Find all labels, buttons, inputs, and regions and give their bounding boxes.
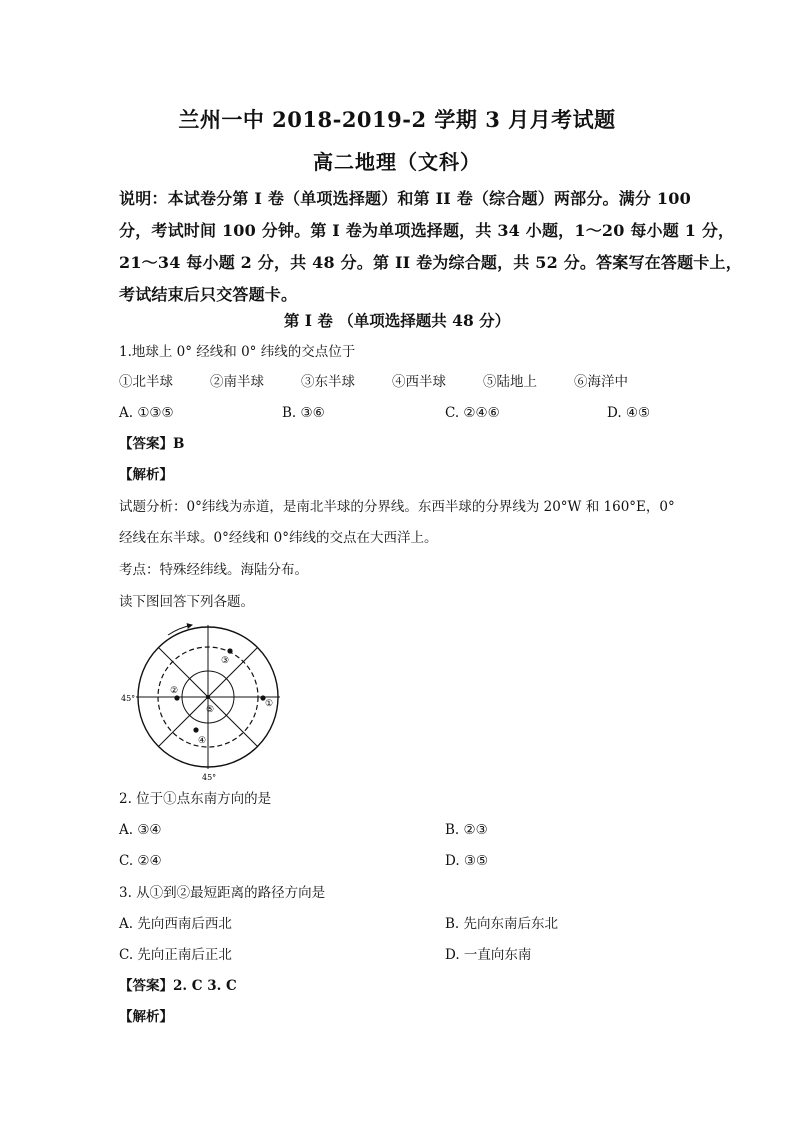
q1-analysis-text: 经线在东半球。0°经线和 0°纬线的交点在大西洋上。	[119, 530, 438, 546]
q2-option-b: B. ②③	[445, 822, 488, 838]
instructions-line: 分，考试时间 100 分钟。第 I 卷为单项选择题，共 34 小题，1～20 每小题 1 分，	[119, 221, 735, 240]
q1-item: ④西半球	[392, 374, 446, 390]
point-label-3: ③	[221, 656, 230, 666]
instructions-line: 考试结束后只交答题卡。	[119, 285, 298, 304]
q1-answer: 【答案】B	[119, 436, 185, 452]
q2-option-c: C. ②④	[119, 853, 162, 869]
q1-option-a: A. ①③⑤	[119, 405, 174, 421]
polar-diagram	[116, 617, 300, 787]
answers-q2-q3: 【答案】2. C 3. C	[119, 978, 237, 994]
figure-intro: 读下图回答下列各题。	[119, 594, 254, 610]
q3-option-b: B. 先向东南后东北	[445, 916, 559, 932]
q3-option-d: D. 一直向东南	[445, 947, 532, 963]
q1-item: ③东半球	[301, 374, 355, 390]
instructions-line: 21～34 每小题 2 分，共 48 分。第 II 卷为综合题，共 52 分。答案写在答题卡上，	[119, 253, 742, 272]
point-3	[227, 648, 232, 653]
q1-item: ①北半球	[119, 374, 173, 390]
exam-title: 兰州一中 2018-2019-2 学期 3 月月考试题	[178, 107, 616, 132]
q1-stem: 1.地球上 0° 经线和 0° 纬线的交点位于	[119, 344, 356, 360]
q1-option-c: C. ②④⑥	[445, 405, 500, 421]
instructions-line: 说明：本试卷分第 I 卷（单项选择题）和第 II 卷（综合题）两部分。满分 100	[119, 189, 691, 208]
q2-stem: 2. 位于①点东南方向的是	[119, 791, 272, 807]
instructions	[119, 183, 742, 311]
q1-analysis-label: 【解析】	[119, 467, 173, 483]
q1-item: ②南半球	[210, 374, 264, 390]
latitude-label-left: 45°	[121, 694, 136, 703]
point-label-5: ⑤	[206, 705, 215, 715]
point-label-2: ②	[170, 686, 179, 696]
latitude-label-bottom: 45°	[202, 773, 217, 782]
point-2	[174, 695, 179, 700]
pole-point	[206, 695, 210, 699]
point-4	[193, 727, 198, 732]
q2-option-a: A. ③④	[119, 822, 162, 838]
exam-subtitle: 高二地理（文科）	[313, 150, 481, 174]
q1-item: ⑥海洋中	[574, 374, 628, 390]
q3-stem: 3. 从①到②最短距离的路径方向是	[119, 885, 326, 901]
q3-option-a: A. 先向西南后西北	[119, 916, 232, 932]
q1-option-d: D. ④⑤	[607, 405, 651, 421]
section-title: 第 I 卷 （单项选择题共 48 分）	[283, 311, 511, 330]
q1-option-b: B. ③⑥	[282, 405, 325, 421]
q1-analysis-text: 试题分析：0°纬线为赤道，是南北半球的分界线。东西半球的分界线为 20°W 和 160°E，0°	[119, 499, 675, 515]
q3-option-c: C. 先向正南后正北	[119, 947, 232, 963]
point-label-4: ④	[198, 736, 207, 746]
q2-option-d: D. ③⑤	[445, 853, 489, 869]
q1-kaodian: 考点：特殊经纬线。海陆分布。	[119, 562, 308, 578]
q1-item: ⑤陆地上	[483, 374, 537, 390]
point-label-1: ①	[265, 699, 274, 709]
analysis-label-q2-q3: 【解析】	[119, 1009, 173, 1025]
